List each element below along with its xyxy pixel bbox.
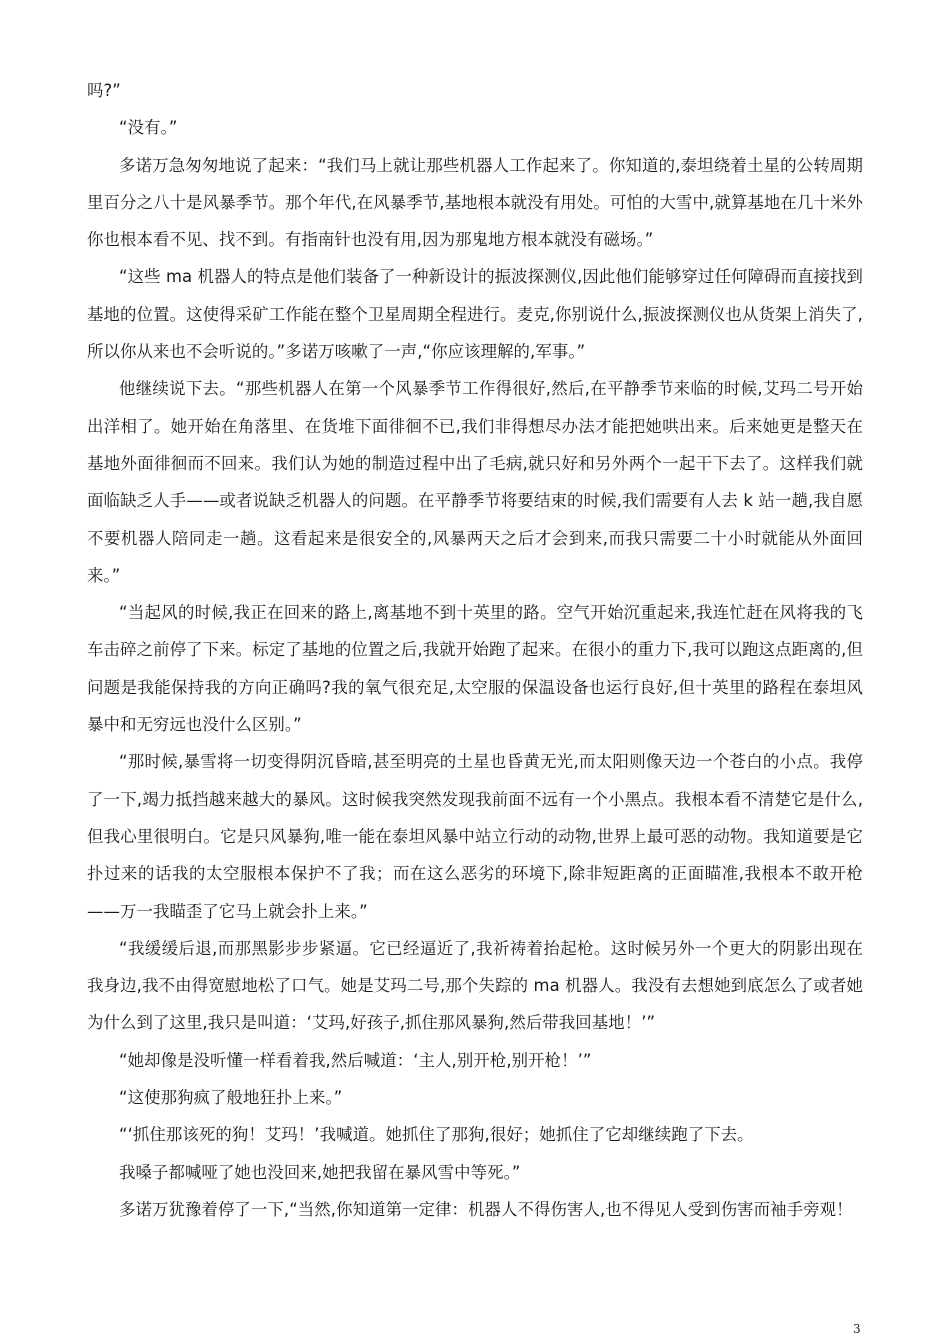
paragraph-3: 多诺万急匆匆地说了起来：“我们马上就让那些机器人工作起来了。你知道的,泰坦绕着土星的公转周期里百分之八十是风暴季节。那个年代,在风暴季节,基地根本就没有用处。可怕的大雪中,就算基地在几十米外你也根本看不见、找不到。有指南针也没有用,因为那鬼地方根本就没有磁场。” [87,155,863,250]
paragraph-8: “我缓缓后退,而那黑影步步紧逼。它已经逼近了,我祈祷着抬起枪。这时候另外一个更大的阴影出现在我身边,我不由得宽慰地松了口气。她是艾玛二号,那个失踪的 ma 机器人。我没有去想她到底怎么了或者她为什么到了这里,我只是叫道：‘艾玛,好孩子,抓住那风暴狗,然后带我回基地！’” [87,938,863,1033]
document-body [87,72,863,1228]
paragraph-9: “她却像是没听懂一样看着我,然后喊道：‘主人,别开枪,别开枪！’” [119,1050,592,1070]
paragraph-12: 我嗓子都喊哑了她也没回来,她把我留在暴风雪中等死。” [119,1162,521,1182]
paragraph-1: 吗?” [87,81,121,100]
page-number: 3 [853,1322,861,1336]
paragraph-6: “当起风的时候,我正在回来的路上,离基地不到十英里的路。空气开始沉重起来,我连忙赶在风将我的飞车击碎之前停了下来。标定了基地的位置之后,我就开始跑了起来。在很小的重力下,我可以跑这点距离的,但问题是我能保持我的方向正确吗?我的氧气很充足,太空服的保温设备也运行良好,但十英里的路程在泰坦风暴中和无穷远也没什么区别。” [87,603,863,735]
paragraph-2: “没有。” [119,118,178,138]
paragraph-10: “这使那狗疯了般地狂扑上来。” [119,1088,343,1108]
paragraph-4: “这些 ma 机器人的特点是他们装备了一种新设计的振波探测仪,因此他们能够穿过任何障碍而直接找到基地的位置。这使得采矿工作能在整个卫星周期全程进行。麦克,你别说什么,振波探测仪也从货架上消失了,所以你从来也不会听说的。”多诺万咳嗽了一声,“你应该理解的,军事。” [87,267,863,362]
paragraph-7: “那时候,暴雪将一切变得阴沉昏暗,甚至明亮的土星也昏黄无光,而太阳则像天边一个苍白的小点。我停了一下,竭力抵挡越来越大的暴风。这时候我突然发现我前面不远有一个小黑点。我根本看不清楚它是什么,但我心里很明白。它是只风暴狗,唯一能在泰坦风暴中站立行动的动物,世界上最可恶的动物。我知道要是它扑过来的话我的太空服根本保护不了我；而在这么恶劣的环境下,除非短距离的正面瞄准,我根本不敢开枪——万一我瞄歪了它马上就会扑上来。” [87,752,863,921]
paragraph-13: 多诺万犹豫着停了一下,“当然,你知道第一定律：机器人不得伤害人,也不得见人受到伤害而袖手旁观！ [119,1199,853,1219]
paragraph-5: 他继续说下去。“那些机器人在第一个风暴季节工作得很好,然后,在平静季节来临的时候,艾玛二号开始出洋相了。她开始在角落里、在货堆下面徘徊不已,我们非得想尽办法才能把她哄出来。后来她更是整天在基地外面徘徊而不回来。我们认为她的制造过程中出了毛病,就只好和另外两个一起干下去了。这样我们就面临缺乏人手——或者说缺乏机器人的问题。在平静季节将要结束的时候,我们需要有人去 k 站一趟,我自愿不要机器人陪同走一趟。这看起来是很安全的,风暴两天之后才会到来,而我只需要二十小时就能从外面回来。” [87,379,863,585]
paragraph-11: “‘抓住那该死的狗！艾玛！’我喊道。她抓住了那狗,很好；她抓住了它却继续跑了下去。 [119,1125,754,1145]
